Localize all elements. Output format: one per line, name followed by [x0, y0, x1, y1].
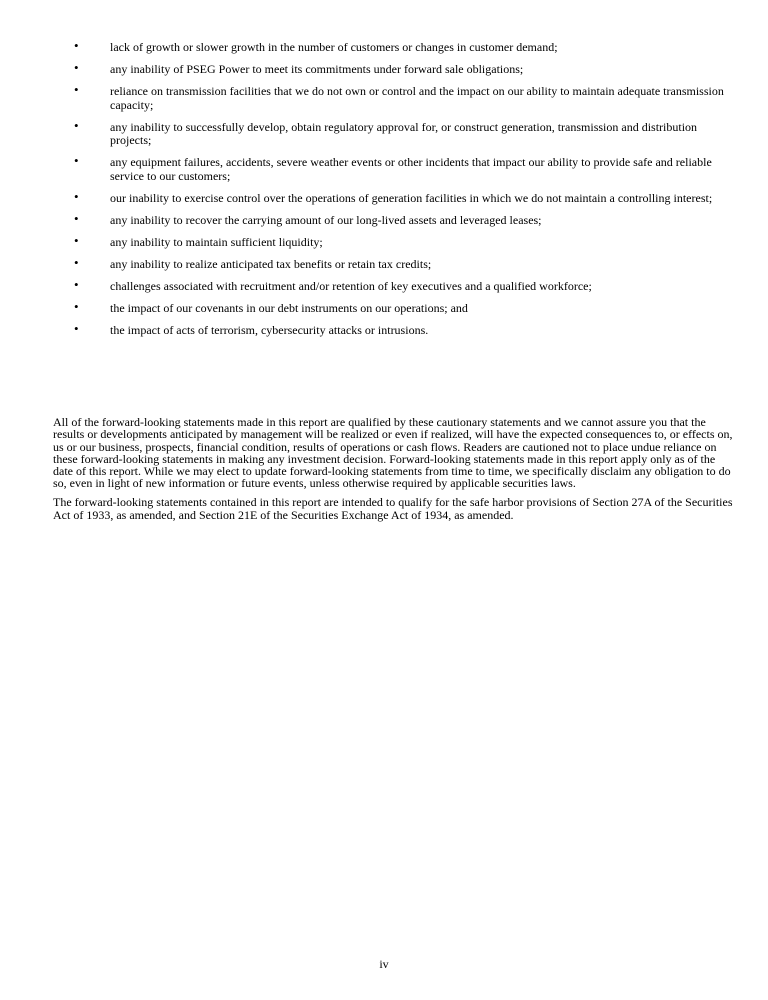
list-item — [0, 188, 768, 206]
bullet-icon: • — [74, 82, 79, 97]
bullet-icon: • — [74, 320, 79, 336]
list-item-text: reliance on transmission facilities that we do not own or control and the impact on our ability to maintain adequate transmission capacity; — [110, 84, 724, 112]
risk-factor-list — [0, 38, 768, 346]
bullet-icon: • — [74, 254, 79, 270]
list-item-text: the impact of our covenants in our debt instruments on our operations; and — [110, 300, 468, 315]
list-item-text: any inability to recover the carrying amount of our long-lived assets and leveraged leases; — [110, 212, 542, 227]
list-item — [0, 117, 768, 148]
list-item-text: challenges associated with recruitment and/or retention of key executives and a qualified workforce; — [110, 278, 592, 293]
bullet-icon: • — [74, 60, 79, 75]
list-item-text: the impact of acts of terrorism, cybersecurity attacks or intrusions. — [110, 322, 429, 337]
list-item — [0, 38, 768, 55]
list-item — [0, 276, 768, 294]
bullet-icon: • — [74, 153, 79, 168]
list-item — [0, 210, 768, 228]
bullet-icon: • — [74, 117, 79, 133]
bullet-icon: • — [74, 188, 79, 204]
list-item — [0, 82, 768, 112]
list-item — [0, 298, 768, 316]
list-item — [0, 320, 768, 338]
bullet-icon: • — [74, 298, 79, 314]
safe-harbor-paragraph: The forward-looking statements contained in this report are intended to qualify for the safe harbor provisions of Section 27A of the Securities Act of 1933, as amended, and Section 21E of the Securities Exchange Act of 1934, as amended. — [53, 495, 733, 522]
page-number: iv — [379, 957, 389, 971]
list-item — [0, 232, 768, 250]
list-item-text: our inability to exercise control over the operations of generation facilities in which we do not maintain a controlling interest; — [110, 190, 713, 205]
bullet-icon: • — [74, 276, 79, 292]
body-text — [53, 416, 733, 527]
cautionary-paragraph: All of the forward-looking statements made in this report are qualified by these cautionary statements and we cannot assure you that the results or developments anticipated by management will be realized or even if realized, will have the expected consequences to, or effects on, us or our business, prospects, financial condition, results of operations or cash flows. Readers are cautioned not to place undue reliance on these forward-looking statements in making any investment decision. Forward-looking statements made in this report apply only as of the date of this report. While we may elect to update forward-looking statements from time to time, we specifically disclaim any obligation to do so, even in light of new information or future events, unless otherwise required by applicable securities laws. — [53, 415, 733, 491]
bullet-icon: • — [74, 210, 79, 226]
bullet-icon: • — [74, 232, 79, 248]
list-item — [0, 60, 768, 77]
list-item-text: any inability to realize anticipated tax benefits or retain tax credits; — [110, 256, 432, 271]
list-item — [0, 254, 768, 272]
list-item-text: any inability of PSEG Power to meet its commitments under forward sale obligations; — [110, 62, 524, 76]
list-item-text: any equipment failures, accidents, severe weather events or other incidents that impact our ability to provide safe and reliable service to our customers; — [110, 155, 712, 183]
list-item-text: any inability to successfully develop, obtain regulatory approval for, or construct generation, transmission and distribution projects; — [110, 119, 698, 147]
bullet-icon: • — [74, 38, 79, 53]
list-item-text: any inability to maintain sufficient liquidity; — [110, 234, 323, 249]
list-item — [0, 153, 768, 183]
list-item-text: lack of growth or slower growth in the number of customers or changes in customer demand; — [110, 40, 558, 54]
